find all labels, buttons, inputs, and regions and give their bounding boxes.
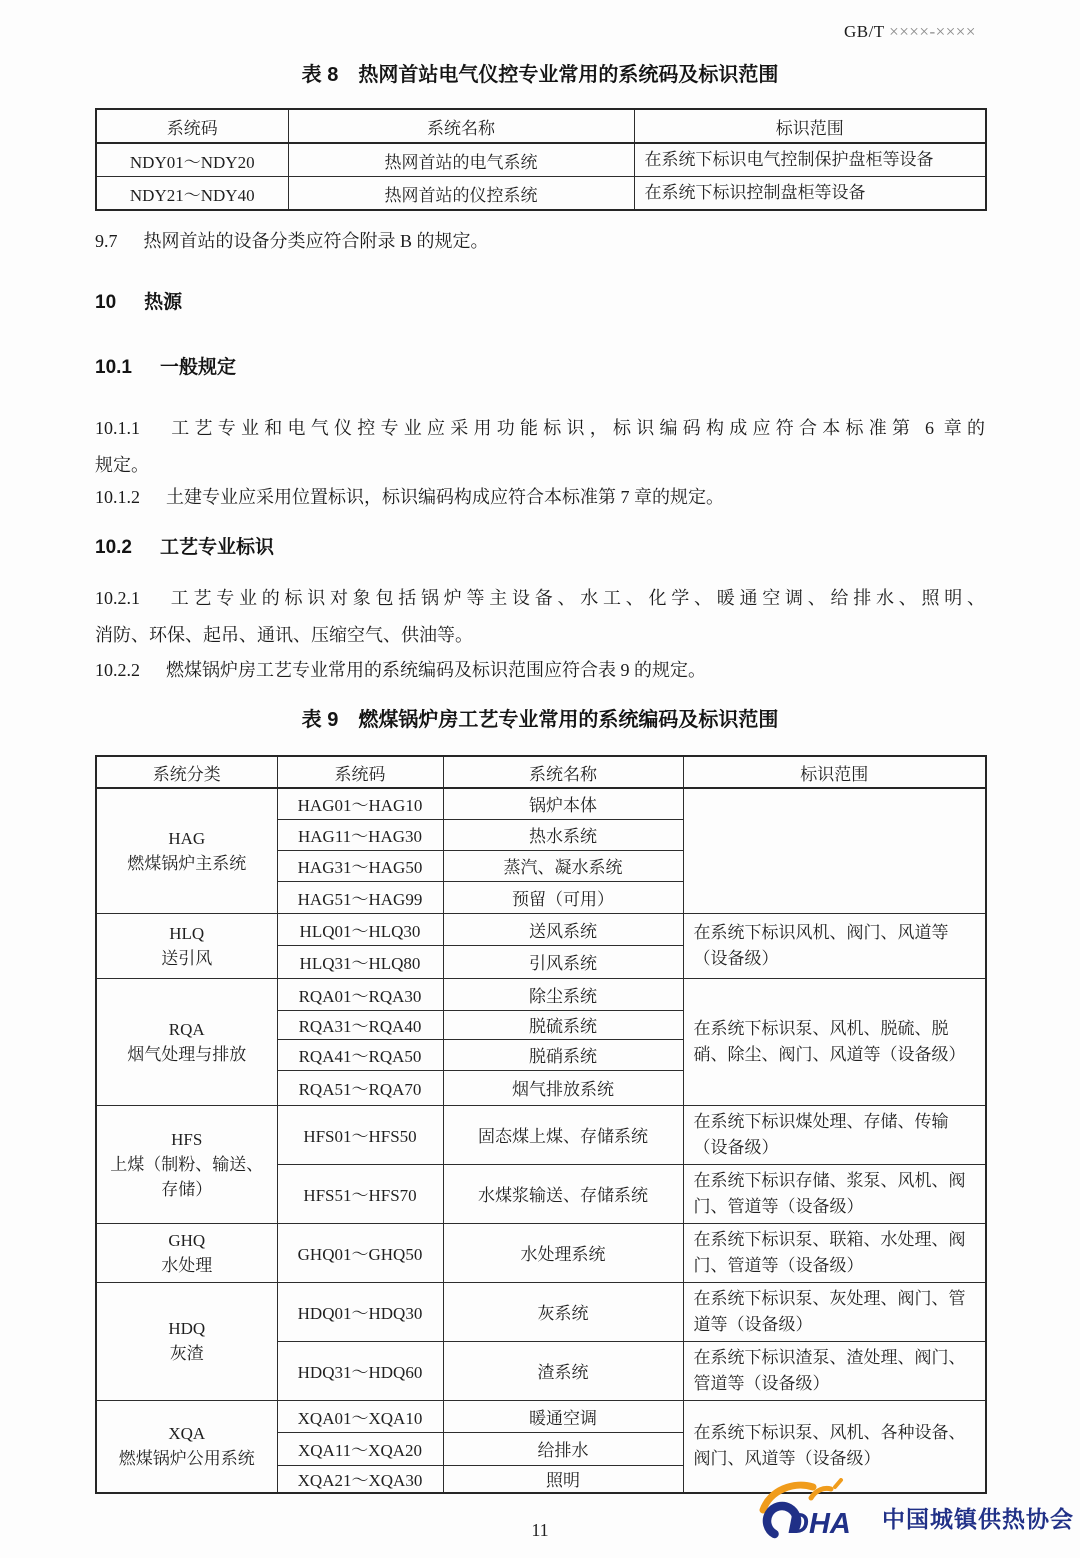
category-name: 水处理 <box>161 1255 213 1275</box>
category-code: RQA <box>168 1019 205 1039</box>
heading-number: 10.1 <box>95 357 132 378</box>
table-row <box>96 177 986 211</box>
cell-code: NDY01～NDY20 <box>96 143 288 177</box>
cell-code: NDY21～NDY40 <box>96 177 288 211</box>
table8-header-row <box>96 109 986 143</box>
cell-scope <box>683 788 986 913</box>
category-name: 烟气处理与排放 <box>127 1044 247 1064</box>
heading-number: 10.2 <box>95 537 132 558</box>
cell-code: HAG01～HAG10 <box>277 788 443 819</box>
table-row <box>96 1105 986 1164</box>
category-name: 上煤（制粉、输送、存储） <box>110 1154 264 1199</box>
table-row <box>96 143 986 177</box>
cell-category <box>96 1282 277 1400</box>
cell-scope: 在系统下标识电气控制保护盘柜等设备 <box>634 143 986 177</box>
cell-code: RQA51～RQA70 <box>277 1070 443 1105</box>
category-name: 燃煤锅炉公用系统 <box>118 1449 255 1469</box>
table9 <box>95 755 987 1494</box>
cell-name: 固态煤上煤、存储系统 <box>443 1105 683 1164</box>
cell-name: 给排水 <box>443 1432 683 1465</box>
cell-scope: 在系统下标识泵、风机、脱硫、脱硝、除尘、阀门、风道等（设备级） <box>683 978 986 1105</box>
cell-name: 照明 <box>443 1465 683 1493</box>
cell-scope: 在系统下标识煤处理、存储、传输（设备级） <box>683 1105 986 1164</box>
paragraph-10-2-2 <box>95 652 985 689</box>
cell-name: 热网首站的仪控系统 <box>288 177 634 211</box>
cell-name: 蒸汽、凝水系统 <box>443 850 683 881</box>
clause-text: 工艺专业的标识对象包括锅炉等主设备、水工、化学、暖通空调、给排水、照明、 <box>166 588 985 608</box>
cell-name: 灰系统 <box>443 1282 683 1341</box>
heading-number: 10 <box>95 292 117 313</box>
heading-text: 热源 <box>144 292 183 313</box>
logo-dha-text: DHA <box>788 1508 851 1540</box>
cell-name: 水处理系统 <box>443 1223 683 1282</box>
cell-scope: 在系统下标识存储、浆泵、风机、阀门、管道等（设备级） <box>683 1164 986 1223</box>
cell-code: HAG31～HAG50 <box>277 850 443 881</box>
category-code: HLQ <box>169 923 205 943</box>
cell-category <box>96 978 277 1105</box>
cell-code: XQA01～XQA10 <box>277 1400 443 1432</box>
cell-code: RQA01～RQA30 <box>277 978 443 1010</box>
clause-number: 10.1.2 <box>95 487 140 507</box>
category-code: HFS <box>171 1129 203 1149</box>
cell-name: 预留（可用） <box>443 881 683 913</box>
category-code: HAG <box>168 828 206 848</box>
th-system-class: 系统分类 <box>96 756 277 788</box>
clause-number: 10.1.1 <box>95 418 140 438</box>
table8-title: 表 8 热网首站电气仪控专业常用的系统码及标识范围 <box>301 64 779 86</box>
heading-text: 工艺专业标识 <box>159 537 274 558</box>
table-row <box>96 978 986 1010</box>
cell-scope: 在系统下标识控制盘柜等设备 <box>634 177 986 211</box>
category-code: GHQ <box>168 1230 206 1250</box>
th-scope: 标识范围 <box>683 756 986 788</box>
cell-code: HLQ31～HLQ80 <box>277 945 443 978</box>
page-number: 11 <box>531 1520 549 1540</box>
cell-code: RQA31～RQA40 <box>277 1010 443 1039</box>
cell-category <box>96 1105 277 1223</box>
cell-scope: 在系统下标识泵、风机、各种设备、阀门、风道等（设备级） <box>683 1400 986 1493</box>
clause-text: 热网首站的设备分类应符合附录 B 的规定。 <box>143 231 489 251</box>
paragraph-9-7 <box>95 223 985 260</box>
clause-text: 规定。 <box>95 455 149 475</box>
cell-name: 引风系统 <box>443 945 683 978</box>
association-name: 中国城镇供热协会 <box>882 1505 1074 1532</box>
th-system-name: 系统名称 <box>443 756 683 788</box>
paragraph-10-1-1 <box>95 410 985 484</box>
doc-code-suffix: ××××-×××× <box>889 22 976 41</box>
cell-code: HDQ31～HDQ60 <box>277 1341 443 1400</box>
cell-code: HLQ01～HLQ30 <box>277 913 443 945</box>
th-scope: 标识范围 <box>634 109 986 143</box>
cell-name: 送风系统 <box>443 913 683 945</box>
heading-10 <box>95 287 182 314</box>
cell-name: 脱硝系统 <box>443 1039 683 1070</box>
cell-category <box>96 913 277 978</box>
table-row <box>96 1282 986 1341</box>
cell-code: XQA21～XQA30 <box>277 1465 443 1493</box>
cell-category <box>96 1223 277 1282</box>
table-row <box>96 788 986 819</box>
table9-title: 表 9 燃煤锅炉房工艺专业常用的系统编码及标识范围 <box>301 709 779 731</box>
cell-code: XQA11～XQA20 <box>277 1432 443 1465</box>
paragraph-10-1-2 <box>95 479 985 516</box>
table8 <box>95 108 987 211</box>
cell-code: HDQ01～HDQ30 <box>277 1282 443 1341</box>
th-system-name: 系统名称 <box>288 109 634 143</box>
cell-code: HFS51～HFS70 <box>277 1164 443 1223</box>
cell-name: 暖通空调 <box>443 1400 683 1432</box>
table-row <box>96 1223 986 1282</box>
clause-number: 10.2.1 <box>95 588 140 608</box>
cell-name: 水煤浆输送、存储系统 <box>443 1164 683 1223</box>
cell-scope: 在系统下标识风机、阀门、风道等（设备级） <box>683 913 986 978</box>
cell-code: GHQ01～GHQ50 <box>277 1223 443 1282</box>
cell-category <box>96 1400 277 1493</box>
category-code: XQA <box>168 1424 206 1444</box>
category-code: HDQ <box>168 1319 206 1338</box>
cell-scope: 在系统下标识泵、联箱、水处理、阀门、管道等（设备级） <box>683 1223 986 1282</box>
clause-text: 燃煤锅炉房工艺专业常用的系统编码及标识范围应符合表 9 的规定。 <box>166 660 706 680</box>
cell-name: 脱硫系统 <box>443 1010 683 1039</box>
doc-code <box>844 22 976 42</box>
table9-header-row <box>96 756 986 788</box>
paragraph-10-2-1 <box>95 580 985 654</box>
th-system-code: 系统码 <box>96 109 288 143</box>
heading-text: 一般规定 <box>159 357 236 378</box>
clause-text: 消防、环保、起吊、通讯、压缩空气、供油等。 <box>95 625 473 645</box>
logo-wave-tick-icon <box>835 1480 841 1487</box>
category-name: 送引风 <box>161 948 213 968</box>
cell-code: HAG11～HAG30 <box>277 819 443 850</box>
cell-name: 除尘系统 <box>443 978 683 1010</box>
cell-scope: 在系统下标识渣泵、渣处理、阀门、管道等（设备级） <box>683 1341 986 1400</box>
cell-code: RQA41～RQA50 <box>277 1039 443 1070</box>
category-name: 灰渣 <box>169 1344 204 1363</box>
cell-code: HAG51～HAG99 <box>277 881 443 913</box>
cell-name: 烟气排放系统 <box>443 1070 683 1105</box>
clause-text: 工艺专业和电气仪控专业应采用功能标识，标识编码构成应符合本标准第 6 章的 <box>166 418 985 438</box>
cell-name: 热网首站的电气系统 <box>288 143 634 177</box>
th-system-code: 系统码 <box>277 756 443 788</box>
table-row <box>96 913 986 945</box>
heading-10-1 <box>95 352 236 379</box>
cell-name: 热水系统 <box>443 819 683 850</box>
doc-code-prefix: GB/T <box>843 22 885 41</box>
cell-code: HFS01～HFS50 <box>277 1105 443 1164</box>
clause-number: 10.2.2 <box>95 660 140 680</box>
category-name: 燃煤锅炉主系统 <box>127 853 247 873</box>
table-row <box>96 1400 986 1432</box>
clause-text: 土建专业应采用位置标识，标识编码构成应符合本标准第 7 章的规定。 <box>166 487 724 507</box>
cell-name: 锅炉本体 <box>443 788 683 819</box>
clause-number: 9.7 <box>95 231 118 251</box>
cell-category <box>96 788 277 913</box>
cell-scope: 在系统下标识泵、灰处理、阀门、管道等（设备级） <box>683 1282 986 1341</box>
cell-name: 渣系统 <box>443 1341 683 1400</box>
heading-10-2 <box>95 532 274 559</box>
